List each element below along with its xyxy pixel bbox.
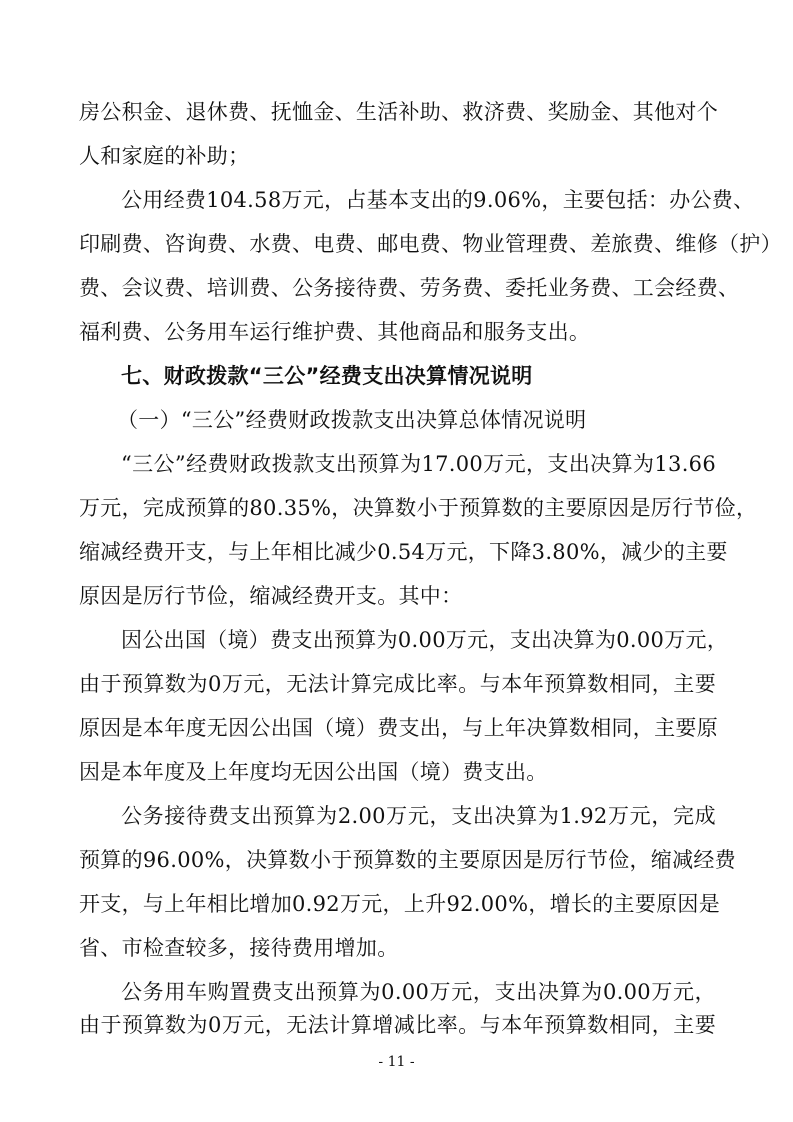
body-text-line: 由于预算数为0万元，无法计算完成比率。与本年预算数相同，主要	[79, 672, 716, 696]
body-text-line: 预算的96.00%，决算数小于预算数的主要原因是厉行节俭，缩减经费	[79, 848, 736, 872]
body-text-line: 公务接待费支出预算为2.00万元，支出决算为1.92万元，完成	[121, 804, 716, 828]
section-heading: 七、财政拨款“三公”经费支出决算情况说明	[121, 364, 533, 388]
body-text-line: 人和家庭的补助；	[79, 144, 250, 168]
body-text-line: 原因是厉行节俭，缩减经费开支。其中：	[79, 584, 463, 608]
body-text-line: 房公积金、退休费、抚恤金、生活补助、救济费、奖励金、其他对个	[79, 100, 718, 124]
page-number: - 11 -	[378, 1054, 415, 1070]
body-text-line: 费、会议费、培训费、公务接待费、劳务费、委托业务费、工会经费、	[79, 276, 740, 300]
body-text-line: 万元，完成预算的80.35%，决算数小于预算数的主要原因是厉行节俭，	[79, 496, 758, 520]
body-text-line: 由于预算数为0万元，无法计算增减比率。与本年预算数相同，主要	[79, 1013, 716, 1037]
body-text-line: 因是本年度及上年度均无因公出国（境）费支出。	[79, 760, 548, 784]
body-text-line: 因公出国（境）费支出预算为0.00万元，支出决算为0.00万元，	[121, 628, 729, 652]
body-text-line: 印刷费、咨询费、水费、电费、邮电费、物业管理费、差旅费、维修（护）	[79, 232, 782, 256]
body-text-line: 原因是本年度无因公出国（境）费支出，与上年决算数相同，主要原	[79, 716, 718, 740]
body-text-line: 公用经费104.58万元，占基本支出的9.06%，主要包括：办公费、	[121, 188, 755, 212]
body-text-line: 开支，与上年相比增加0.92万元，上升92.00%，增长的主要原因是	[79, 892, 721, 916]
body-text-line: “三公”经费财政拨款支出预算为17.00万元，支出决算为13.66	[121, 452, 716, 476]
subsection-heading: （一）“三公”经费财政拨款支出决算总体情况说明	[117, 408, 587, 432]
body-text-line: 公务用车购置费支出预算为0.00万元，支出决算为0.00万元，	[121, 980, 716, 1004]
body-text-line: 缩减经费开支，与上年相比减少0.54万元，下降3.80%，减少的主要	[79, 540, 728, 564]
body-text-line: 省、市检查较多，接待费用增加。	[79, 936, 399, 960]
body-text-line: 福利费、公务用车运行维护费、其他商品和服务支出。	[79, 320, 591, 344]
